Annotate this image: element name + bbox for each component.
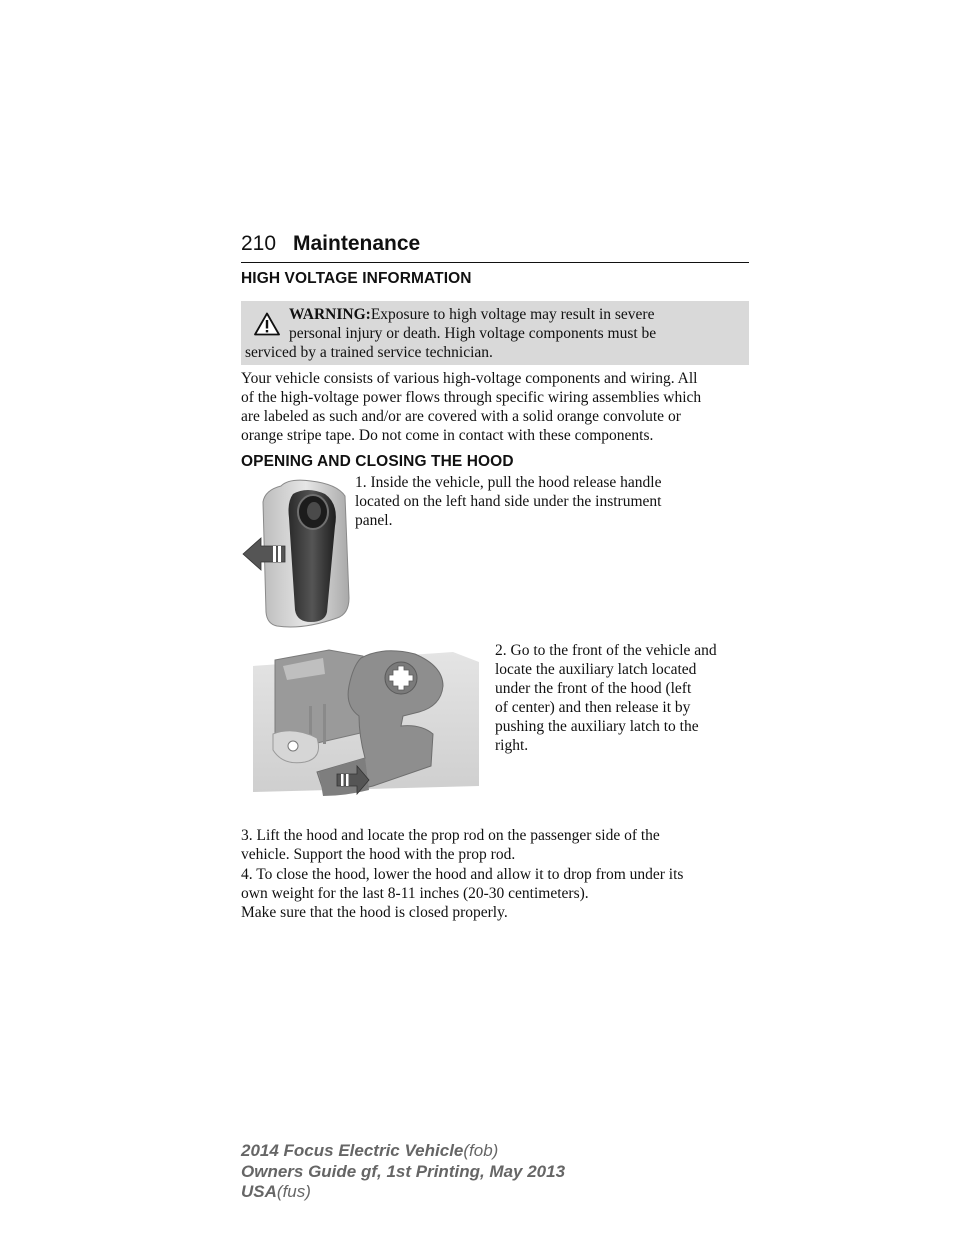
paragraph-line: of the high-voltage power flows through specific wiring assemblies which [241,389,702,406]
hood-heading: OPENING AND CLOSING THE HOOD [241,453,514,470]
page-number: 210 [241,232,277,255]
warning-box [241,301,749,365]
step-4-line-2: own weight for the last 8-11 inches (20-30 centimeters). [241,885,589,902]
footer-region: USA [241,1182,277,1201]
step-3-text [241,826,660,864]
step-3-line: vehicle. Support the hood with the prop rod. [241,846,516,863]
footer-line-2 [241,1162,565,1183]
warning-text-1: Exposure to high voltage may result in severe [370,306,655,323]
step-3-line: 3. Lift the hood and locate the prop rod on the passenger side of the [241,827,660,844]
footer-line-1 [241,1141,565,1162]
step-2-text [495,641,717,755]
warning-label: WARNING: [289,306,371,323]
step-4-line-1: 4. To close the hood, lower the hood and allow it to drop from under its [241,866,684,883]
footer-model-code: (fob) [463,1141,499,1160]
footer-region-code: (fus) [276,1182,311,1201]
step-2-line: 2. Go to the front of the vehicle and [495,642,717,659]
page-header [241,232,749,263]
high-voltage-paragraph [241,369,701,445]
step-1-text [355,473,661,530]
step-2-line: pushing the auxiliary latch to the [495,718,699,735]
auxiliary-latch-illustration [253,646,481,818]
step-1-line: located on the left hand side under the instrument [355,493,662,510]
page-footer [241,1141,565,1203]
paragraph-line: Your vehicle consists of various high-voltage components and wiring. All [241,370,698,387]
paragraph-line: are labeled as such and/or are covered with a solid orange convolute or [241,408,681,425]
paragraph-line: orange stripe tape. Do not come in contact with these components. [241,427,654,444]
section-title: Maintenance [293,232,421,255]
step-4-note: Make sure that the hood is closed properly. [241,904,508,921]
warning-triangle-icon [254,312,280,336]
step-2-line: locate the auxiliary latch located [495,661,697,678]
step-2-line: under the front of the hood (left [495,680,692,697]
warning-line-2: personal injury or death. High voltage components must be [289,325,657,342]
warning-line-3: serviced by a trained service technician. [245,344,493,361]
warning-line-1 [289,306,654,324]
footer-printing: Owners Guide gf, 1st Printing, May 2013 [241,1161,566,1181]
step-2-line: of center) and then release it by [495,699,691,716]
step-1-line: 1. Inside the vehicle, pull the hood release handle [355,474,662,491]
step-2-line: right. [495,737,529,754]
footer-model: 2014 Focus Electric Vehicle [241,1141,464,1160]
hood-release-handle-illustration [241,478,351,630]
high-voltage-heading: HIGH VOLTAGE INFORMATION [241,270,472,287]
step-1-line: panel. [355,512,393,529]
footer-line-3 [241,1182,565,1203]
